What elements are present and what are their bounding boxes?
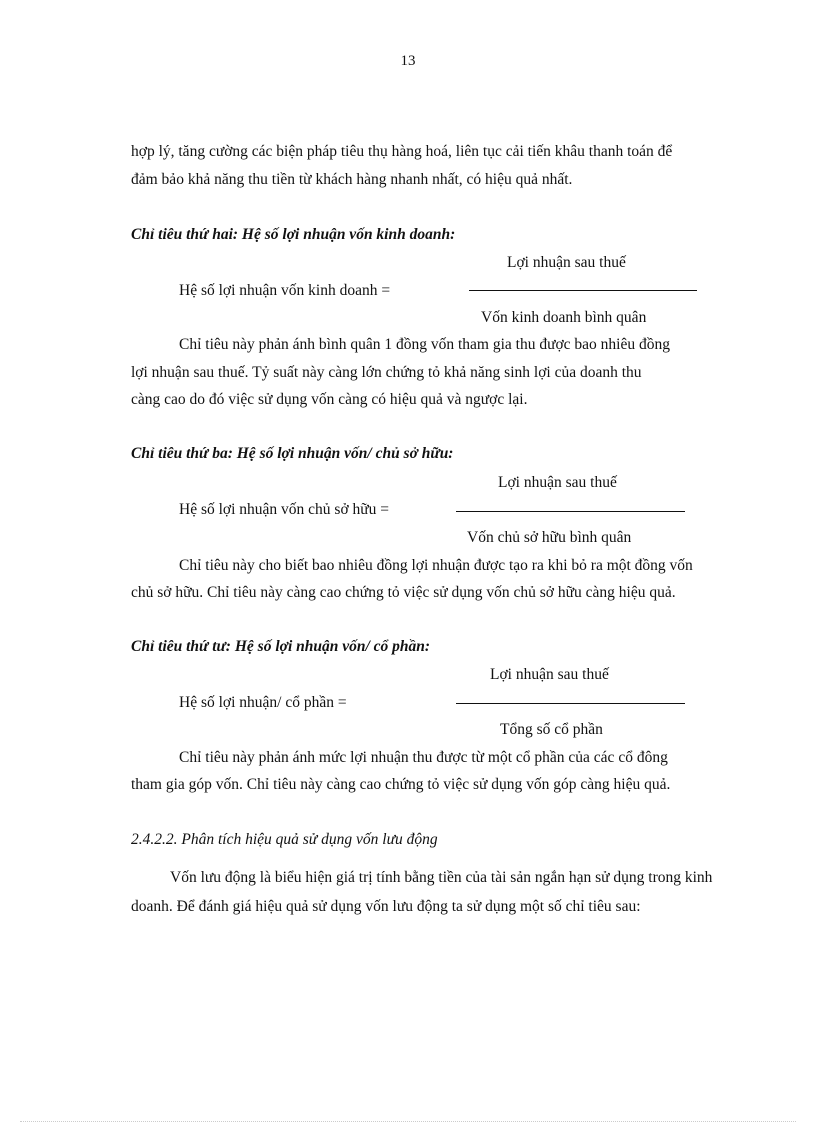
indicator-2-formula-label: Hệ số lợi nhuận vốn kinh doanh =: [179, 282, 391, 299]
indicator-2-desc-line-2: lợi nhuận sau thuế. Tỷ suất này càng lớn chứng tỏ khả năng sinh lợi của doanh thu: [131, 364, 642, 381]
indicator-4-formula-label: Hệ số lợi nhuận/ cổ phần =: [179, 694, 347, 711]
indicator-3-heading: Chỉ tiêu thứ ba: Hệ số lợi nhuận vốn/ chủ sở hữu:: [131, 445, 454, 462]
section-line-1: Vốn lưu động là biểu hiện giá trị tính bằng tiền của tài sản ngắn hạn sử dụng trong kinh: [170, 869, 713, 886]
page-number: 13: [400, 53, 416, 69]
indicator-4-heading: Chỉ tiêu thứ tư: Hệ số lợi nhuận vốn/ cổ phần:: [131, 638, 431, 655]
indicator-2-numerator: Lợi nhuận sau thuế: [507, 254, 626, 271]
indicator-2-desc-line-1: Chỉ tiêu này phản ánh bình quân 1 đồng vốn tham gia thu được bao nhiêu đồng: [179, 336, 670, 353]
indicator-3-desc-line-1: Chỉ tiêu này cho biết bao nhiêu đồng lợi nhuận được tạo ra khi bỏ ra một đồng vốn: [179, 557, 693, 574]
indicator-3-desc-line-2: chủ sở hữu. Chỉ tiêu này càng cao chứng tỏ việc sử dụng vốn chủ sở hữu càng hiệu quả.: [131, 584, 676, 601]
indicator-3-fraction-line: [456, 511, 685, 512]
intro-line-1: hợp lý, tăng cường các biện pháp tiêu thụ hàng hoá, liên tục cải tiến khâu thanh toán để: [131, 143, 673, 160]
indicator-3-numerator: Lợi nhuận sau thuế: [498, 474, 617, 491]
indicator-4-numerator: Lợi nhuận sau thuế: [490, 666, 609, 683]
indicator-4-fraction-line: [456, 703, 685, 704]
indicator-2-fraction-line: [469, 290, 697, 291]
page-bottom-rule: [20, 1121, 796, 1122]
indicator-4-desc-line-1: Chỉ tiêu này phản ánh mức lợi nhuận thu được từ một cổ phần của các cổ đông: [179, 749, 668, 766]
indicator-3-denominator: Vốn chủ sở hữu bình quân: [467, 529, 632, 546]
indicator-2-heading: Chỉ tiêu thứ hai: Hệ số lợi nhuận vốn kinh doanh:: [131, 226, 456, 243]
indicator-3-formula-label: Hệ số lợi nhuận vốn chủ sở hữu =: [179, 501, 390, 518]
section-heading: 2.4.2.2. Phân tích hiệu quả sử dụng vốn lưu động: [131, 831, 438, 848]
indicator-4-denominator: Tổng số cổ phần: [500, 721, 603, 738]
indicator-4-desc-line-2: tham gia góp vốn. Chỉ tiêu này càng cao chứng tỏ việc sử dụng vốn góp càng hiệu quả.: [131, 776, 671, 793]
section-line-2: doanh. Để đánh giá hiệu quả sử dụng vốn lưu động ta sử dụng một số chỉ tiêu sau:: [131, 898, 641, 915]
indicator-2-desc-line-3: càng cao do đó việc sử dụng vốn càng có hiệu quả và ngược lại.: [131, 391, 528, 408]
intro-line-2: đảm bảo khả năng thu tiền từ khách hàng nhanh nhất, có hiệu quả nhất.: [131, 171, 573, 188]
indicator-2-denominator: Vốn kinh doanh bình quân: [481, 309, 647, 326]
